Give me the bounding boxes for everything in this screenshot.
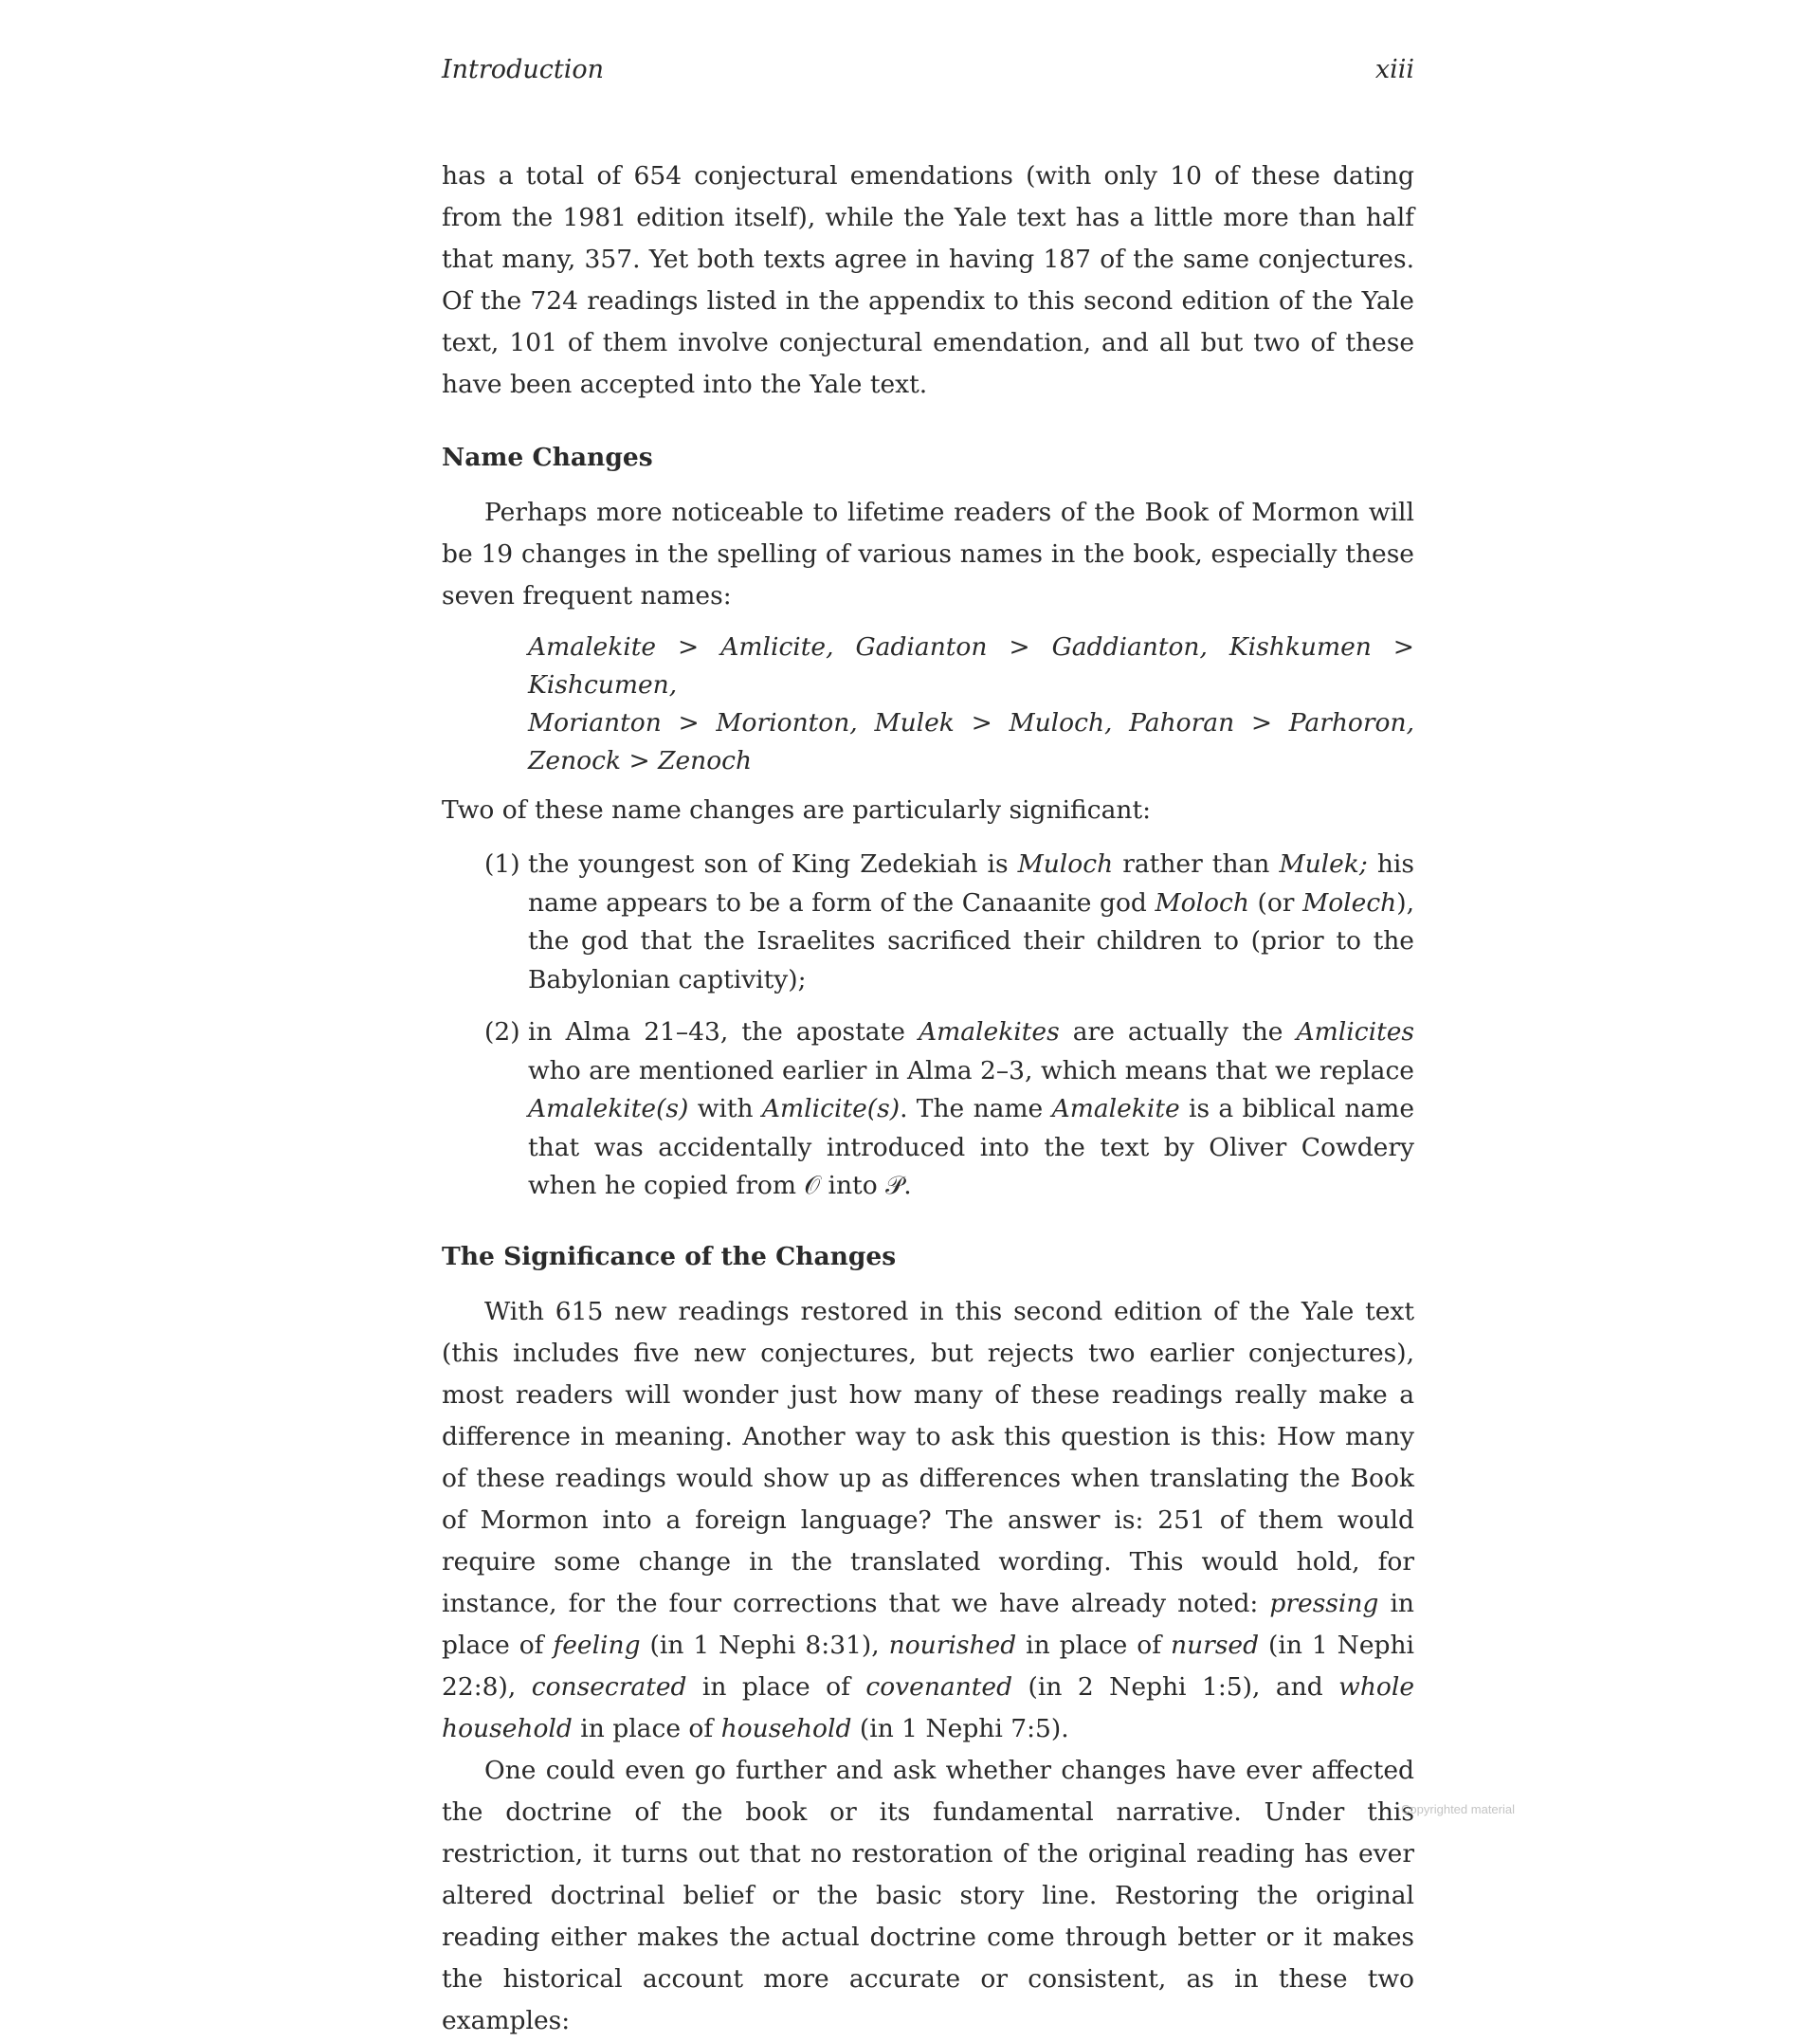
paragraph-text: (in 2 Nephi 1:5), and: [1012, 1671, 1339, 1702]
italic-term: covenanted: [865, 1671, 1013, 1702]
italic-term: Amalekite(s): [528, 1094, 689, 1123]
paragraph-text: in place of: [1016, 1630, 1172, 1660]
paragraph-doctrine: One could even go further and ask whether changes have ever affected the doctrine of the book or its fundamental narrative. Under this restriction, it turns out that no restoration of the original reading has ever altered doctrinal belief or the basic story line. Restoring the original reading either makes the actual doctrine come through better or it makes the historical account more accurate or consistent, as in these two examples:: [442, 1755, 1414, 2035]
paragraph-text: With 615 new readings restored in this second edition of the Yale text (this includes five new conjectures, but rejects two earlier conjectures), most readers will wonder just how many of these readings really make a difference in meaning. Another way to ask this question is this: How many of these readings would show up as differences when translating the Book of Mormon into a foreign language? The answer is: 251 of them would require some change in the translated wording. This would hold, for instance, for the four corrections that we have already noted:: [442, 1296, 1414, 1618]
paragraph-conjectural-emendations: has a total of 654 conjectural emendations (with only 10 of these dating from the 1981 edition itself), while the Yale text has a little more than half that many, 357. Yet both texts agree in having 187 of the same conjectures. Of the 724 readings listed in the appendix to this second edition of the Yale text, 101 of them involve conjectural emendation, and all but two of these have been accepted into the Yale text.: [442, 161, 1414, 399]
italic-term: Moloch: [1155, 887, 1249, 918]
item-text: (or: [1248, 887, 1303, 918]
name-change-line-1: Amalekite > Amlicite, Gadianton > Gaddianton, Kishkumen > Kishcumen,: [528, 632, 1414, 700]
name-change-line-2: Morianton > Morionton, Mulek > Muloch, Pahoran > Parhoron, Zenock > Zenoch: [528, 708, 1414, 775]
paragraph-text: (in 1 Nephi 7:5).: [851, 1713, 1069, 1743]
paragraph-name-changes-intro: Perhaps more noticeable to lifetime readers of the Book of Mormon will be 19 changes in the spelling of various names in the book, especially these seven frequent names:: [442, 498, 1414, 611]
item-text: his name appears to be a form of the Canaanite god: [528, 849, 1414, 918]
italic-term: nursed: [1171, 1630, 1260, 1660]
paragraph-text: in place of: [442, 1588, 1414, 1660]
italic-term: household: [720, 1713, 852, 1743]
paragraph-new-readings: [442, 1291, 1414, 1750]
list-item-muloch: [442, 846, 1414, 999]
italic-term: Molech: [1302, 887, 1397, 918]
item-text: who are mentioned earlier in Alma 2–3, which means that we replace: [528, 1055, 1414, 1085]
item-text: the youngest son of King Zedekiah is: [528, 849, 1018, 879]
heading-name-changes: Name Changes: [442, 443, 653, 472]
item-text: are actually the: [1059, 1017, 1297, 1047]
name-change-list: [528, 629, 1414, 780]
italic-term: Amalekites: [918, 1017, 1060, 1047]
item-number: (2): [484, 1017, 520, 1047]
page-number: xiii: [1374, 55, 1414, 84]
book-page: [442, 57, 1414, 2042]
item-text: . The name: [900, 1094, 1052, 1123]
item-text: with: [688, 1094, 762, 1123]
italic-term: Amlicite(s): [761, 1094, 901, 1123]
item-text: ), the god that the Israelites sacrificed their children to (prior to the Babylonian captivity);: [528, 887, 1414, 994]
italic-term: nourished: [888, 1630, 1017, 1660]
original-manuscript-symbol: 𝒪: [804, 1171, 821, 1200]
italic-term: consecrated: [531, 1671, 687, 1702]
italic-term: pressing: [1269, 1588, 1379, 1618]
item-number: (1): [484, 849, 520, 879]
section-title: Introduction: [442, 55, 604, 84]
item-text: rather than: [1113, 849, 1280, 879]
italic-term: feeling: [553, 1630, 641, 1660]
paragraph-significant-names: Two of these name changes are particularly significant:: [442, 795, 1152, 825]
item-text: .: [903, 1171, 912, 1200]
paragraph-text: (in 1 Nephi 8:31),: [640, 1630, 889, 1660]
copyright-watermark: Copyrighted material: [1401, 1802, 1515, 1816]
item-text: in Alma 21–43, the apostate: [528, 1017, 919, 1047]
italic-term: Muloch: [1017, 849, 1114, 879]
italic-term: Amalekite: [1051, 1094, 1180, 1123]
list-item-amlicites: [442, 1013, 1414, 1206]
heading-significance: The Significance of the Changes: [442, 1241, 897, 1271]
italic-term: Amlicites: [1296, 1017, 1414, 1047]
paragraph-text: (in 1 Nephi 22:8),: [442, 1630, 1415, 1702]
paragraph-text: in place of: [572, 1713, 721, 1743]
paragraph-text: in place of: [686, 1671, 866, 1702]
item-text: into: [820, 1171, 886, 1200]
italic-term: Mulek;: [1279, 849, 1368, 879]
item-text: is a biblical name that was accidentally introduced into the text by Oliver Cowdery when he copied from: [528, 1094, 1414, 1200]
running-head: [442, 57, 1414, 82]
italic-term: whole household: [442, 1671, 1415, 1743]
printers-manuscript-symbol: 𝒫: [885, 1171, 904, 1200]
